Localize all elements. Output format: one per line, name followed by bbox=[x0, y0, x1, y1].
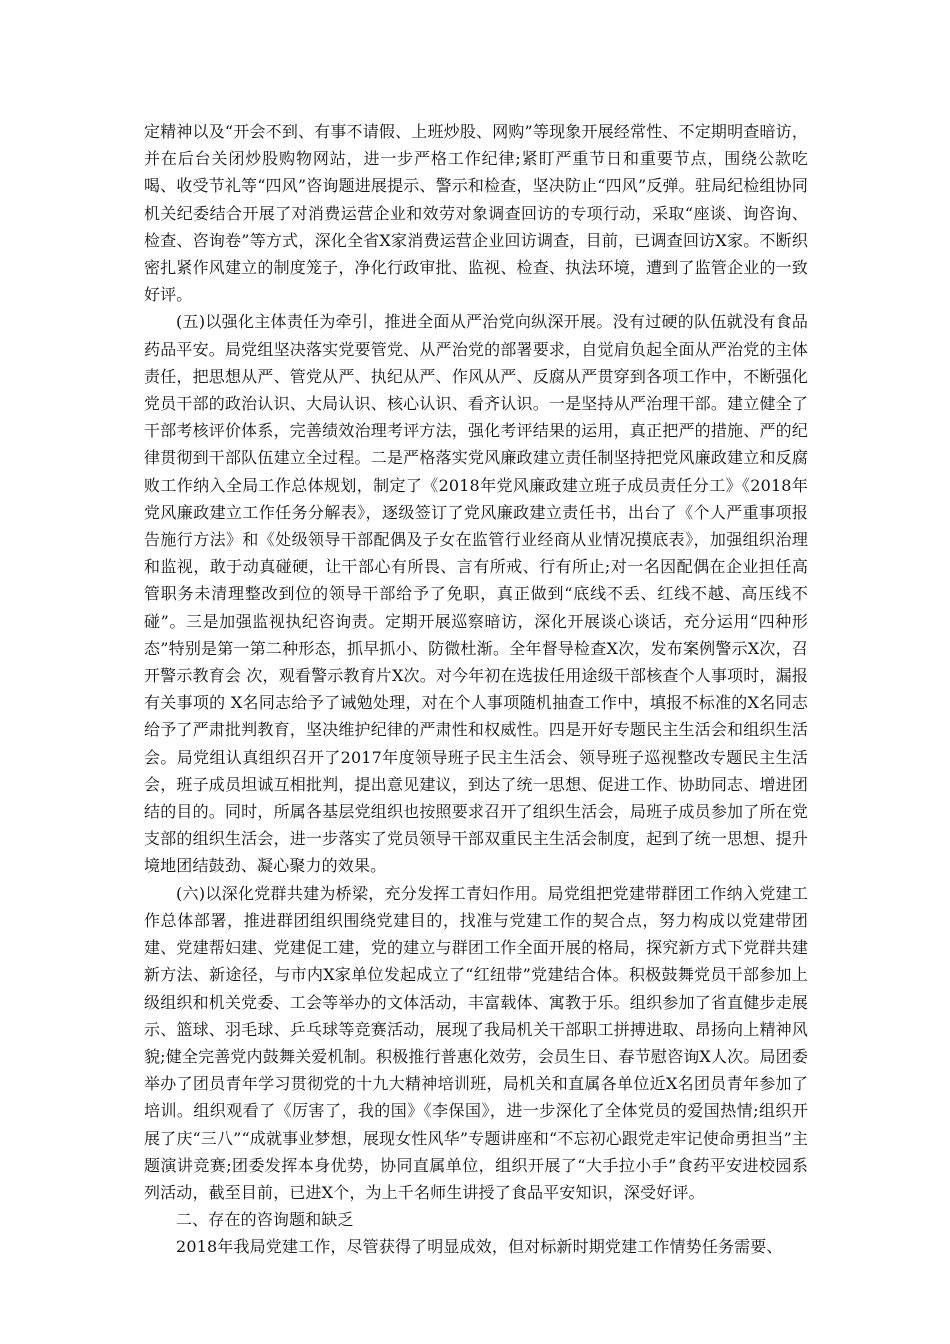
paragraph-section-six: (六)以深化党群共建为桥梁，充分发挥工青妇作用。局党组把党建带群团工作纳入党建工作总体部署，推进群团组织围绕党建目的，找准与党建工作的契合点，努力构成以党建带团建、党建帮妇建、党建促工建，党的建立与群团工作全面开展的格局，探究新方式下党群共建新方法、新途径，与市内X家单位发起成立了“红纽带”党建结合体。积极鼓舞党员干部参加上级组织和机关党委、工会等举办的文体活动，丰富载体、寓教于乐。组织参加了省直健步走展示、篮球、羽毛球、乒乓球等竞赛活动，展现了我局机关干部职工拼搏进取、昂扬向上精神风貌;健全完善党内鼓舞关爱机制。积极推行普惠化效劳，会员生日、春节慰咨询X人次。局团委举办了团员青年学习贯彻党的十九大精神培训班，局机关和直属各单位近X名团员青年参加了培训。组织观看了《厉害了，我的国》《李保国》，进一步深化了全体党员的爱国热情;组织开展了庆“三八”“成就事业梦想，展现女性风华”专题讲座和“不忘初心跟党走牢记使命勇担当”主题演讲竞赛;团委发挥本身优势，协同直属单位，组织开展了“大手拉小手”食药平安进校园系列活动，截至目前，已进X个，为上千名师生讲授了食品平安知识，深受好评。 bbox=[144, 883, 808, 1202]
paragraph-discipline-inspection: 定精神以及“开会不到、有事不请假、上班炒股、网购”等现象开展经常性、不定期明查暗访，并在后台关闭炒股购物网站，进一步严格工作纪律;紧盯严重节日和重要节点，围绕公款吃喝、收受节礼等“四风”咨询题进展提示、警示和检查，坚决防止“四风”反弹。驻局纪检组协同机关纪委结合开展了对消费运营企业和效劳对象调查回访的专项行动，采取“座谈、询咨询、检查、咨询卷”等方式，深化全省X家消费运营企业回访调查，目前，已调查回访X家。不断织密扎紧作风建立的制度笼子，净化行政审批、监视、检查、执法环境，遭到了监管企业的一致好评。 bbox=[144, 122, 808, 305]
section-heading-problems: 二、存在的咨询题和缺乏 bbox=[176, 1210, 354, 1230]
document-page bbox=[144, 118, 808, 1261]
paragraph-summary-start: 2018年我局党建工作，尽管获得了明显成效，但对标新时期党建工作情势任务需要、 bbox=[176, 1237, 783, 1257]
paragraph-section-five: (五)以强化主体责任为牵引，推进全面从严治党向纵深开展。没有过硬的队伍就没有食品药品平安。局党组坚决落实党要管党、从严治党的部署要求，自觉肩负起全面从严治党的主体责任，把思想从严、管党从严、执纪从严、作风从严、反腐从严贯穿到各项工作中，不断强化党员干部的政治认识、大局认识、核心认识、看齐认识。一是坚持从严治理干部。建立健全了干部考核评价体系，完善绩效治理考评方法，强化考评结果的运用，真正把严的措施、严的纪律贯彻到干部队伍建立全过程。二是严格落实党风廉政建立责任制坚持把党风廉政建立和反腐败工作纳入全局工作总体规划，制定了《2018年党风廉政建立班子成员责任分工》《2018年党风廉政建立工作任务分解表》，逐级签订了党风廉政建立责任书，出台了《个人严重事项报告施行方法》和《处级领导干部配偶及子女在监管行业经商从业情况摸底表》，加强组织治理和监视，敢于动真碰硬，让干部心有所畏、言有所戒、行有所止;对一名因配偶在企业担任高管职务未清理整改到位的领导干部给予了免职，真正做到“底线不丢、红线不越、高压线不碰”。三是加强监视执纪咨询责。定期开展巡察暗访，深化开展谈心谈话，充分运用“四种形态”特别是第一第二种形态，抓早抓小、防微杜渐。全年督导检查X次，发布案例警示X次，召开警示教育会 次，观看警示教育片X次。对今年初在选拔任用途级干部核查个人事项时，漏报有关事项的 X名同志给予了诫勉处理，对在个人事项随机抽查工作中，填报不标准的X名同志给予了严肃批判教育，坚决维护纪律的严肃性和权威性。四是开好专题民主生活会和组织生活会。局党组认真组织召开了2017年度领导班子民主生活会、领导班子巡视整改专题民主生活会，班子成员坦诚互相批判，提出意见建议，到达了统一思想、促进工作、协助同志、增进团结的目的。同时，所属各基层党组织也按照要求召开了组织生活会，局班子成员参加了所在党支部的组织生活会，进一步落实了党员领导干部双重民主生活会制度，起到了统一思想、提升境地团结鼓劲、凝心聚力的效果。 bbox=[144, 312, 808, 876]
